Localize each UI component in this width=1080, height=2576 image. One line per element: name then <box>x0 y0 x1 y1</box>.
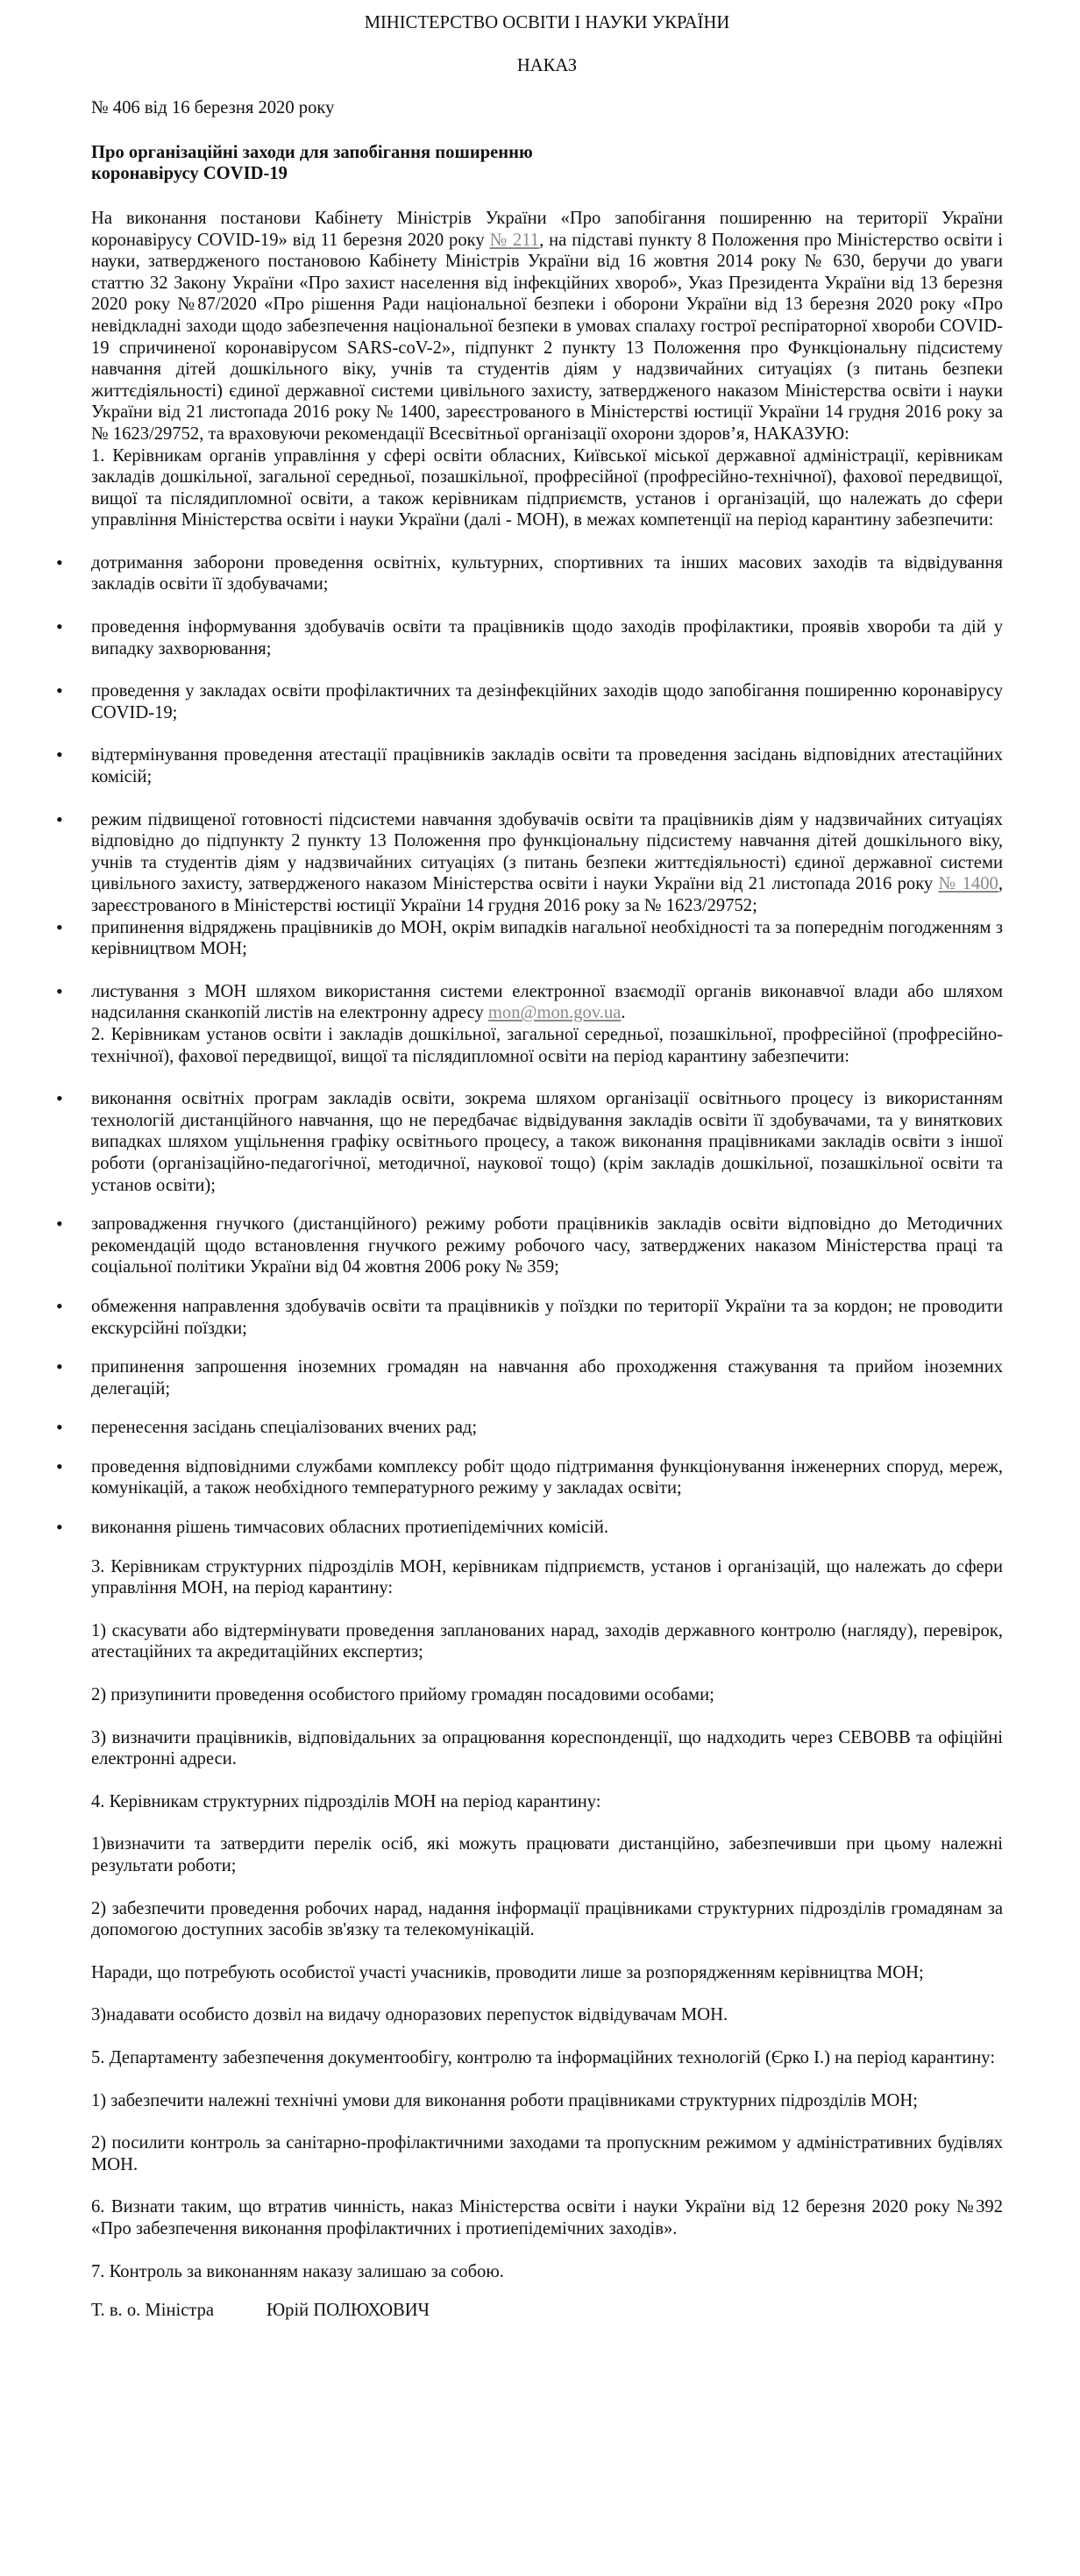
item-1-bullet-3: • проведення у закладах освіти профілактичних та дезінфекційних заходів щодо запобігання поширенню коронавірусу COVID-19; <box>91 680 1003 723</box>
item-5-subitem-1: 1) забезпечити належні технічні умови для виконання роботи працівниками структурних підрозділів МОН; <box>91 2090 918 2110</box>
intro-paragraph <box>91 208 1003 445</box>
item-2-bullet-3: • обмеження направлення здобувачів освіти та працівників у поїздки по території України та за кордон; не проводити екскурсійні поїздки; <box>91 1296 1003 1339</box>
item-7-paragraph: 7. Контроль за виконанням наказу залишаю за собою. <box>91 2261 504 2281</box>
signature-name: Юрій ПОЛЮХОВИЧ <box>266 2301 430 2321</box>
item-1-bullet-list <box>91 552 1003 1024</box>
signature-line <box>91 2300 1003 2322</box>
order-number-date: № 406 від 16 березня 2020 року <box>91 98 335 118</box>
item-1-bullet-4: • відтермінування проведення атестації працівників закладів освіти та проведення засідань відповідних атестаційних комісій; <box>91 744 1003 787</box>
item-1-bullet-6: • припинення відряджень працівників до МОН, окрім випадків нагальної необхідності та за попереднім погодженням з керівництвом МОН; <box>91 917 1003 960</box>
order-1400-link[interactable]: № 1400 <box>938 874 998 894</box>
order-subject: Про організаційні заходи для запобігання поширенню коронавірусу COVID-19 <box>91 142 533 184</box>
item-5-heading: 5. Департаменту забезпечення документообігу, контролю та інформаційних технологій (Єрко І.) на період карантину: <box>91 2047 996 2067</box>
item-2-bullet-list <box>91 1088 1003 1539</box>
item-4-subitem-1: 1)визначити та затвердити перелік осіб, які можуть працювати дистанційно, забезпечивши при цьому належні результати роботи; <box>91 1834 1003 1875</box>
item-4-subitem-2: 2) забезпечити проведення робочих нарад, надання інформації працівниками структурних підрозділів громадянам за допомогою доступних засобів зв'язку та телекомунікацій. <box>91 1898 1003 1940</box>
item-2-bullet-5: • перенесення засідань спеціалізованих вчених рад; <box>91 1417 1003 1439</box>
document-type-heading: НАКАЗ <box>516 55 578 75</box>
item-5-subitem-2: 2) посилити контроль за санітарно-профілактичними заходами та пропускним режимом у адміністративних будівлях МОН. <box>91 2133 1003 2174</box>
item-2-paragraph: 2. Керівникам установ освіти і закладів дошкільної, загальної середньої, позашкільної, профресійної (профресійно-технічної), фахової передвищої, вищої та післядипломної освіти на період карантину забезпечити: <box>91 1024 1003 1066</box>
resolution-211-link[interactable]: № 211 <box>489 230 540 250</box>
bullet-5-text-2: , зареєстрованого в Міністерстві юстиції України 14 грудня 2016 року за № 1623/29752; <box>91 874 1003 915</box>
item-2-bullet-1: • виконання освітніх програм закладів освіти, зокрема шляхом організації освітнього процесу із використанням технологій дистанційного навчання, що не передбачає відвідування закладів освіти її здобувачами, та у виняткових випадках шляхом ущільнення графіку освітнього процесу, а також виконання працівниками закладів освіти з іншої роботи (організаційно-педагогічної, методичної, наукової тощо) (крім закладів дошкільної, позашкільної освіти та установ освіти); <box>91 1088 1003 1196</box>
bullet-7-text-1: листування з МОН шляхом використання системи електронної взаємодії органів виконавчої влади або шляхом надсилання сканкопій листів на електронну адресу <box>91 981 1003 1023</box>
bullet-5-text-1: режим підвищеної готовності підсистеми навчання здобувачів освіти та працівників діям у надзвичайних ситуаціях відповідно до підпункту 2 пункту 13 Положення про функціональну підсистему навчання дітей дошкільного віку, учнів та студентів діям у надзвичайних ситуаціях (з питань безпеки життєдіяльності) єдиної державної системи цивільного захисту, затвердженого наказом Міністерства освіти і науки України від 21 листопада 2016 року <box>91 809 1003 894</box>
item-2-bullet-7: • виконання рішень тимчасових обласних протиепідемічних комісій. <box>91 1517 1003 1539</box>
item-3-subitem-3: 3) визначити працівників, відповідальних за опрацювання кореспонденції, що надходить через СЕВОВВ та офіційні електронні адреси. <box>91 1727 1003 1769</box>
bullet-7-text-2: . <box>621 1003 626 1023</box>
item-2-bullet-2: • запровадження гнучкого (дистанційного) режиму роботи працівників закладів освіти відповідно до Методичних рекомендацій щодо встановлення гнучкого режиму робочого часу, затверджених наказом Міністерства праці та соціальної політики України від 04 жовтня 2006 року № 359; <box>91 1213 1003 1278</box>
item-2-bullet-6: • проведення відповідними службами комплексу робіт щодо підтримання функціонування інженерних споруд, мереж, комунікацій, а також необхідного температурного режиму у закладах освіти; <box>91 1456 1003 1499</box>
item-1-bullet-5 <box>91 809 1003 917</box>
item-1-bullet-1: • дотримання заборони проведення освітніх, культурних, спортивних та інших масових заходів та відвідування закладів освіти її здобувачами; <box>91 552 1003 595</box>
item-4-subitem-3: 3)надавати особисто дозвіл на видачу одноразових перепусток відвідувачам МОН. <box>91 2005 728 2025</box>
ministry-heading: МІНІСТЕРСТВО ОСВІТИ І НАУКИ УКРАЇНИ <box>364 13 730 32</box>
item-1-paragraph: 1. Керівникам органів управління у сфері освіти обласних, Київської міської державної адміністрації, керівникам закладів дошкільної, загальної середньої, позашкільної, профресійної (профресійно-технічної), фахової передвищої, вищої та післядипломної освіти, а також керівникам підприємств, установ і організацій, що належать до сфери управління Міністерства освіти і науки України (далі - МОН), в межах компетенції на період карантину забезпечити: <box>91 445 1003 530</box>
item-4-subitem-2-note: Наради, що потребують особистої участі учасників, проводити лише за розпорядженням керівництва МОН; <box>91 1962 924 1982</box>
email-link[interactable]: mon@mon.gov.ua <box>487 1003 622 1023</box>
item-3-subitem-1: 1) скасувати або відтермінувати проведення запланованих нарад, заходів державного контролю (нагляду), перевірок, атестаційних та акредитаційних експертиз; <box>91 1620 1003 1662</box>
item-1-bullet-7 <box>91 981 1003 1024</box>
item-3-heading: 3. Керівникам структурних підрозділів МОН, керівникам підприємств, установ і організацій, що належать до сфери управління МОН, на період карантину: <box>91 1556 1003 1598</box>
item-1-bullet-2: • проведення інформування здобувачів освіти та працівників щодо заходів профілактики, проявів хвороби та дій у випадку захворювання; <box>91 616 1003 659</box>
intro-text-1: На виконання постанови Кабінету Міністрів України «Про запобігання поширенню на території України коронавірусу COVID-19» від 11 березня 2020 року <box>91 208 1003 250</box>
item-4-heading: 4. Керівникам структурних підрозділів МОН на період карантину: <box>91 1791 601 1811</box>
intro-text-2: , на підставі пункту 8 Положення про Міністерство освіти і науки, затвердженого постановою Кабінету Міністрів України від 16 жовтня 2014 року № 630, беручи до уваги статтю 32 Закону України «Про захист населення від інфекційних хвороб», Указ Президента України від 13 березня 2020 року №87/2020 «Про рішення Ради національної безпеки і оборони України від 13 березня 2020 року «Про невідкладні заходи щодо забезпечення національної безпеки в умовах спалаху гострої респіраторної хвороби COVID-19 спричиненої коронавірусом SARS-coV-2», підпункт 2 пункту 13 Положення про Функціональну підсистему навчання дітей дошкільного віку, учнів та студентів діям у надзвичайних ситуаціях (з питань безпеки життєдіяльності) єдиної державної системи цивільного захисту, затвердженого наказом Міністерства освіти і науки України від 21 листопада 2016 року № 1400, зареєстрованого в Міністерстві юстиції України 14 грудня 2016 року за № 1623/29752, та враховуючи рекомендації Всесвітньої організації охорони здоров’я, НАКАЗУЮ: <box>91 230 1003 444</box>
item-2-bullet-4: • припинення запрошення іноземних громадян на навчання або проходження стажування та прийом іноземних делегацій; <box>91 1356 1003 1399</box>
item-3-subitem-2: 2) призупинити проведення особистого прийому громадян посадовими особами; <box>91 1685 714 1705</box>
signature-position: Т. в. о. Міністра <box>91 2301 215 2321</box>
item-6-paragraph: 6. Визнати таким, що втратив чинність, наказ Міністерства освіти і науки України від 12 березня 2020 року №392 «Про забезпечення виконання профілактичних і протиепідемічних заходів». <box>91 2197 1003 2238</box>
